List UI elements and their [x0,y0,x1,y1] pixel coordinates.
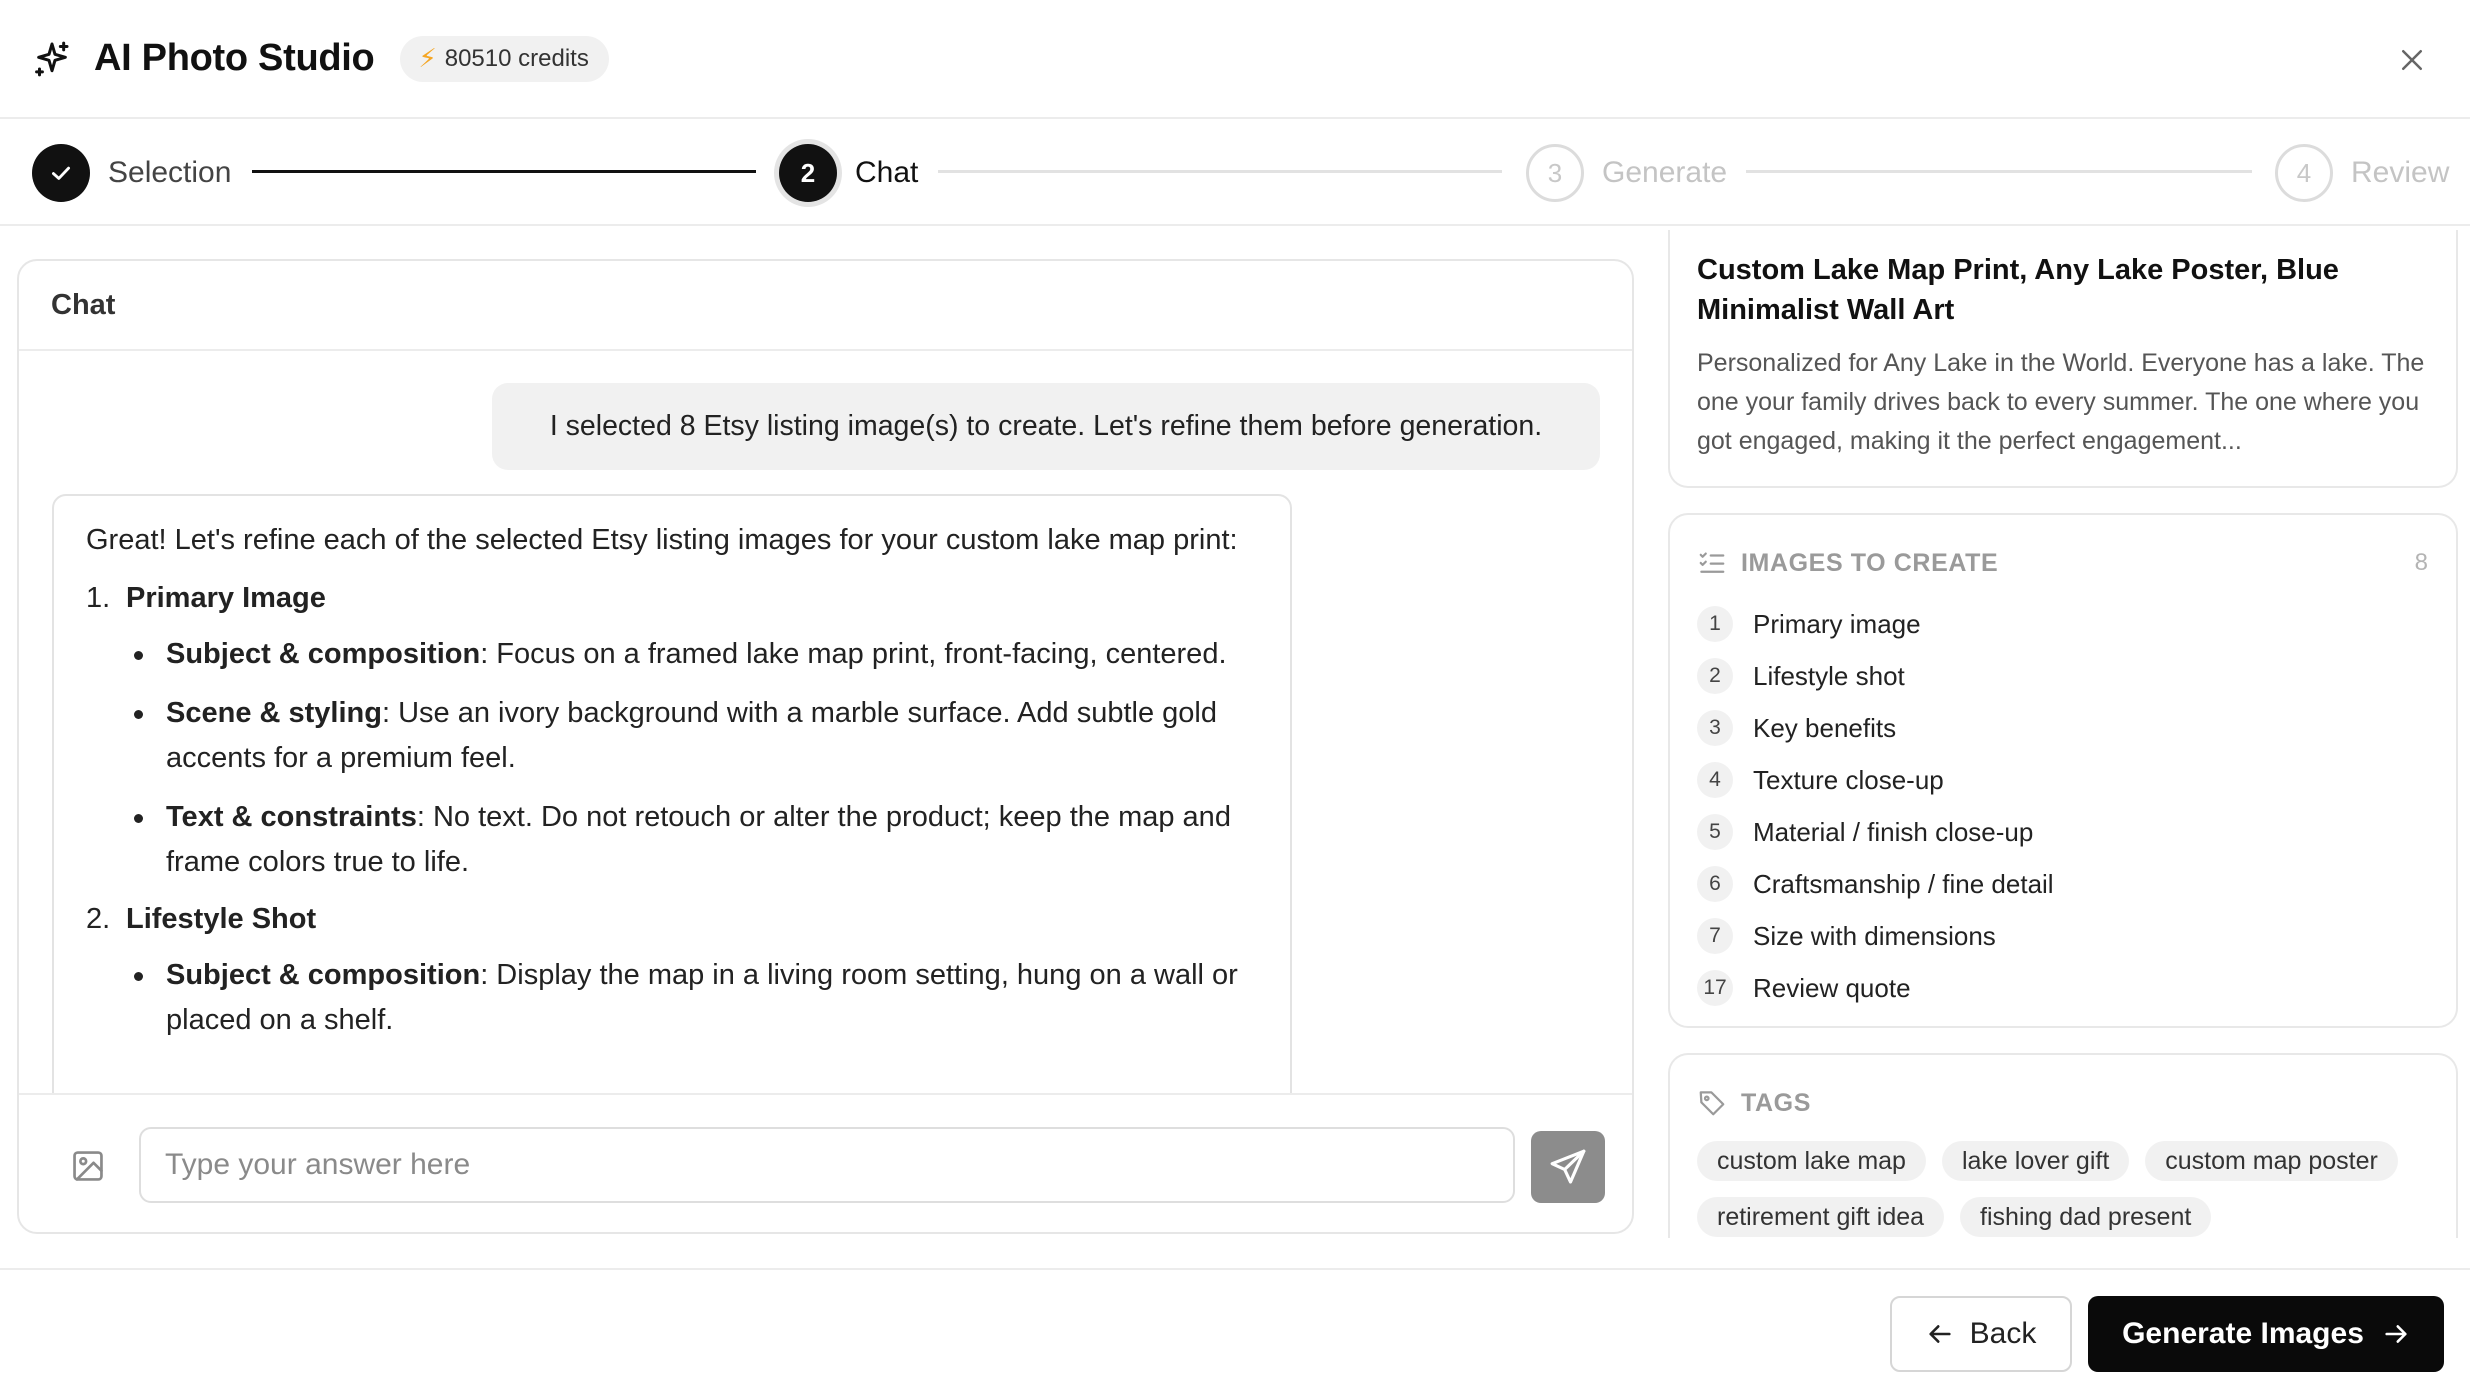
bolt-icon: ⚡ [418,43,437,73]
generate-images-button[interactable] [2088,1296,2444,1372]
step-connector-1 [252,170,756,173]
bullet-item: Subject & composition: Display the map in a living room setting, hung on a wall or placed on a shelf. [130,953,1258,1043]
step-connector-2 [938,170,1502,173]
step-selection[interactable] [32,143,231,203]
progress-stepper [0,120,2470,226]
step-number: 3 [1526,144,1584,202]
images-to-create-card [1668,513,2458,1028]
close-icon [2397,45,2427,75]
images-count: 8 [2414,549,2428,576]
send-button[interactable] [1531,1131,1605,1203]
list-item: 6 Craftsmanship / fine detail [1697,858,2428,910]
product-card [1668,230,2458,488]
footer-bar [0,1268,2470,1390]
step-connector-3 [1746,170,2252,173]
list-item: 7 Size with dimensions [1697,910,2428,962]
list-item: 1 Primary image [1697,598,2428,650]
tag-chip[interactable]: fishing dad present [1960,1197,2211,1237]
tag-chip[interactable]: lake lover gift [1942,1141,2129,1181]
card-title: TAGS [1741,1088,1811,1117]
step-generate [1526,143,1727,203]
image-icon [69,1147,107,1185]
bullet-item: Scene & styling: Use an ivory background with a marble surface. Add subtle gold accents for a premium feel. [130,691,1258,781]
card-header [1697,1081,2428,1125]
step-chat[interactable] [779,143,918,203]
app-title: AI Photo Studio [94,37,375,79]
step-label: Review [2351,156,2450,189]
user-message: I selected 8 Etsy listing image(s) to create. Let's refine them before generation. [492,383,1600,470]
step-number: 4 [2275,144,2333,202]
step-label: Selection [108,156,232,189]
tags-list [1697,1141,2428,1237]
credits-label: 80510 credits [444,44,589,72]
close-button[interactable] [2390,38,2434,82]
step-number: 2 [779,144,837,202]
section-bullets [86,953,1258,1043]
send-icon [1548,1147,1588,1187]
back-label: Back [1969,1317,2037,1350]
product-description: Personalized for Any Lake in the World. Everyone has a lake. The one your family drives back to every summer. The one where you got engaged, making it the perfect engagement... [1697,349,2425,455]
bullet-item: Text & constraints: No text. Do not retouch or alter the product; keep the map and frame colors true to life. [130,795,1258,885]
step-review [2275,143,2449,203]
arrow-right-icon [2382,1320,2410,1348]
generate-label: Generate Images [2122,1317,2364,1350]
images-list [1697,598,2428,1014]
section-heading: 2. Lifestyle Shot [86,903,317,935]
product-title: Custom Lake Map Print, Any Lake Poster, Blue Minimalist Wall Art [1697,254,2339,326]
step-label: Generate [1602,156,1728,189]
assistant-message [52,494,1292,1093]
app-header [0,0,2470,119]
list-item: 3 Key benefits [1697,702,2428,754]
bullet-item: Subject & composition: Focus on a framed lake map print, front-facing, centered. [130,632,1258,677]
card-title: IMAGES TO CREATE [1741,548,1999,577]
card-header [1697,541,2428,585]
chat-title: Chat [19,261,1632,351]
back-button[interactable] [1890,1296,2072,1372]
checklist-icon [1697,548,1727,578]
chat-composer [19,1093,1632,1234]
assistant-intro: Great! Let's refine each of the selected Etsy listing images for your custom lake map print: [86,524,1238,556]
step-label: Chat [855,156,919,189]
section-heading: 1. Primary Image [86,582,326,614]
sparkles-icon [32,39,72,79]
attach-image-button[interactable] [67,1145,109,1187]
chat-panel [17,259,1634,1234]
tag-icon [1697,1088,1727,1118]
list-item: 4 Texture close-up [1697,754,2428,806]
tag-chip[interactable]: retirement gift idea [1697,1197,1944,1237]
list-item: 5 Material / finish close-up [1697,806,2428,858]
list-item: 17 Review quote [1697,962,2428,1014]
tag-chip[interactable]: custom lake map [1697,1141,1926,1181]
arrow-left-icon [1926,1320,1954,1348]
list-item: 2 Lifestyle shot [1697,650,2428,702]
step-check-icon [32,144,90,202]
tag-chip[interactable]: custom map poster [2145,1141,2398,1181]
answer-input[interactable] [139,1127,1515,1203]
tags-card [1668,1053,2458,1238]
credits-badge [400,36,608,82]
chat-messages[interactable] [19,351,1632,1093]
section-bullets [86,632,1258,885]
